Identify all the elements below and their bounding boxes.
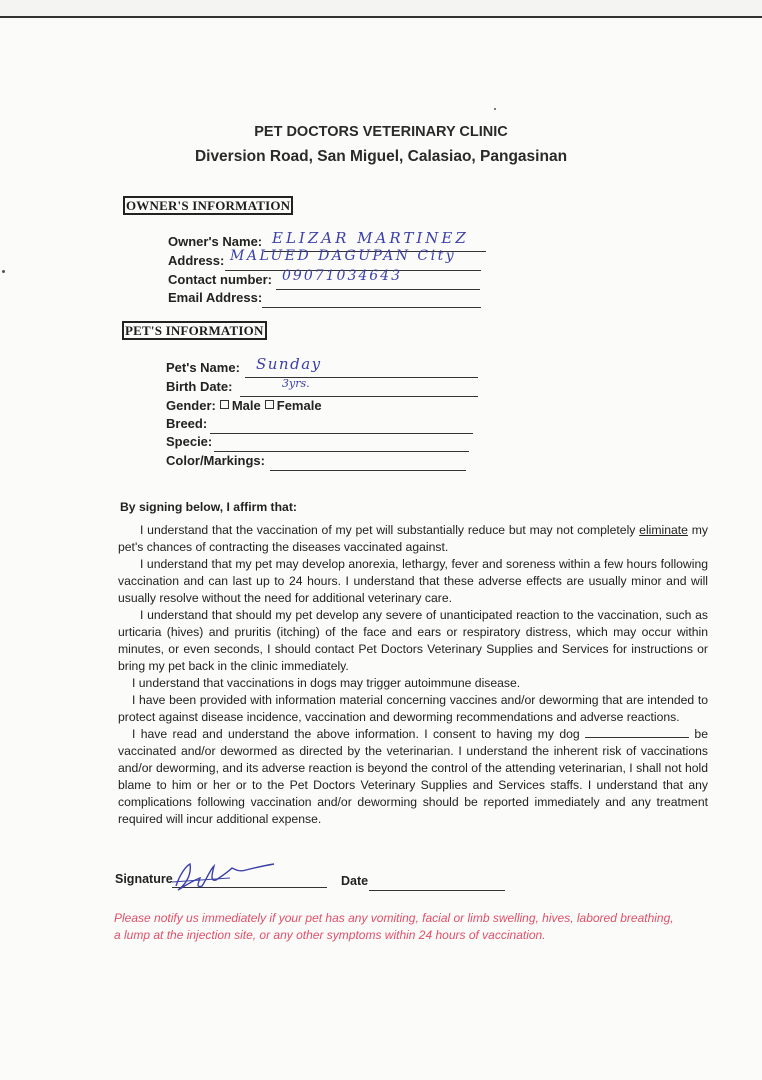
affirm-heading: By signing below, I affirm that: xyxy=(120,500,297,514)
contact-value: 09071034643 xyxy=(282,268,402,284)
pet-section-title: PET'S INFORMATION xyxy=(122,321,267,340)
clinic-name: PET DOCTORS VETERINARY CLINIC xyxy=(254,124,508,140)
email-label: Email Address: xyxy=(168,290,263,305)
female-option-label: Female xyxy=(276,398,322,413)
consent-p5: I have been provided with information material concerning vaccines and/or deworming that are intended to protect against disease incidence, vaccination and deworming recommendations and adverse reactions. xyxy=(118,693,708,724)
handwritten-signature xyxy=(170,856,280,896)
breed-field[interactable] xyxy=(210,419,473,434)
address-label: Address: xyxy=(168,253,225,268)
specie-field[interactable] xyxy=(214,437,469,452)
owner-section-title: OWNER'S INFORMATION xyxy=(123,196,293,215)
pet-name-label: Pet's Name: xyxy=(166,360,240,375)
gender-row xyxy=(166,398,322,413)
consent-p1: I understand that the vaccination of my pet will substantially reduce but may not completely eliminate my pet's chances of contracting the diseases vaccinated against. xyxy=(118,523,708,554)
scan-speck xyxy=(494,108,496,110)
owner-name-value: ELIZAR MARTINEZ xyxy=(272,229,469,247)
consent-text xyxy=(118,522,708,828)
address-value: MALUED DAGUPAN City xyxy=(230,248,457,264)
birth-date-field[interactable] xyxy=(240,382,478,397)
contact-label: Contact number: xyxy=(168,272,272,287)
birth-date-label: Birth Date: xyxy=(166,379,233,394)
date-field[interactable] xyxy=(369,876,505,891)
scan-edge xyxy=(0,0,762,18)
email-field[interactable] xyxy=(262,293,481,308)
dog-name-blank[interactable] xyxy=(585,727,689,738)
male-option-label: Male xyxy=(231,398,261,413)
male-checkbox[interactable] xyxy=(220,400,229,409)
color-markings-field[interactable] xyxy=(270,456,466,471)
pet-name-value: Sunday xyxy=(256,355,322,373)
post-vaccination-notice: Please notify us immediately if your pet has any vomiting, facial or limb swelling, hives, labored breathing, a lump at the injection site, or any other symptoms within 24 hours of vaccination. xyxy=(114,911,674,942)
consent-p4: I understand that vaccinations in dogs may trigger autoimmune disease. xyxy=(132,676,521,690)
signature-label: Signature xyxy=(115,872,173,886)
specie-label: Specie: xyxy=(166,434,213,449)
clinic-address: Diversion Road, San Miguel, Calasiao, Pangasinan xyxy=(194,148,568,165)
breed-label: Breed: xyxy=(166,416,208,431)
female-checkbox[interactable] xyxy=(265,400,274,409)
consent-p6: I have read and understand the above information. I consent to having my dog be vaccinated and/or dewormed as directed by the veterinarian. I understand the inherent risk of vaccinations and/or deworming, and its adverse reaction is beyond the control of the attending veterinarian, I shall not hold blame to him or her or to the Pet Doctors Veterinary Supplies and Services staffs. I understand that any complications following vaccination and/or deworming should be reported immediately and any treatment required will incur additional expense. xyxy=(118,727,708,826)
gender-label: Gender: xyxy=(166,398,216,413)
color-markings-label: Color/Markings: xyxy=(166,453,265,468)
owner-name-label: Owner's Name: xyxy=(168,234,263,249)
consent-p3: I understand that should my pet develop any severe of unanticipated reaction to the vaccination, such as urticaria (hives) and pruritis (itching) of the face and ears or respiratory distress, which may occur within minutes, or even seconds, I should contact Pet Doctors Veterinary Supplies and Services for instructions or bring my pet back in the clinic immediately. xyxy=(118,608,708,673)
scan-speck xyxy=(2,270,5,273)
consent-p2: I understand that my pet may develop anorexia, lethargy, fever and soreness within a few hours following vaccination and can last up to 24 hours. I understand that these adverse effects are usually minor and will usually resolve without the need for additional veterinary care. xyxy=(118,557,708,605)
date-label: Date xyxy=(341,874,369,888)
eliminate-underlined: eliminate xyxy=(639,523,688,537)
birth-date-value: 3yrs. xyxy=(282,377,310,390)
